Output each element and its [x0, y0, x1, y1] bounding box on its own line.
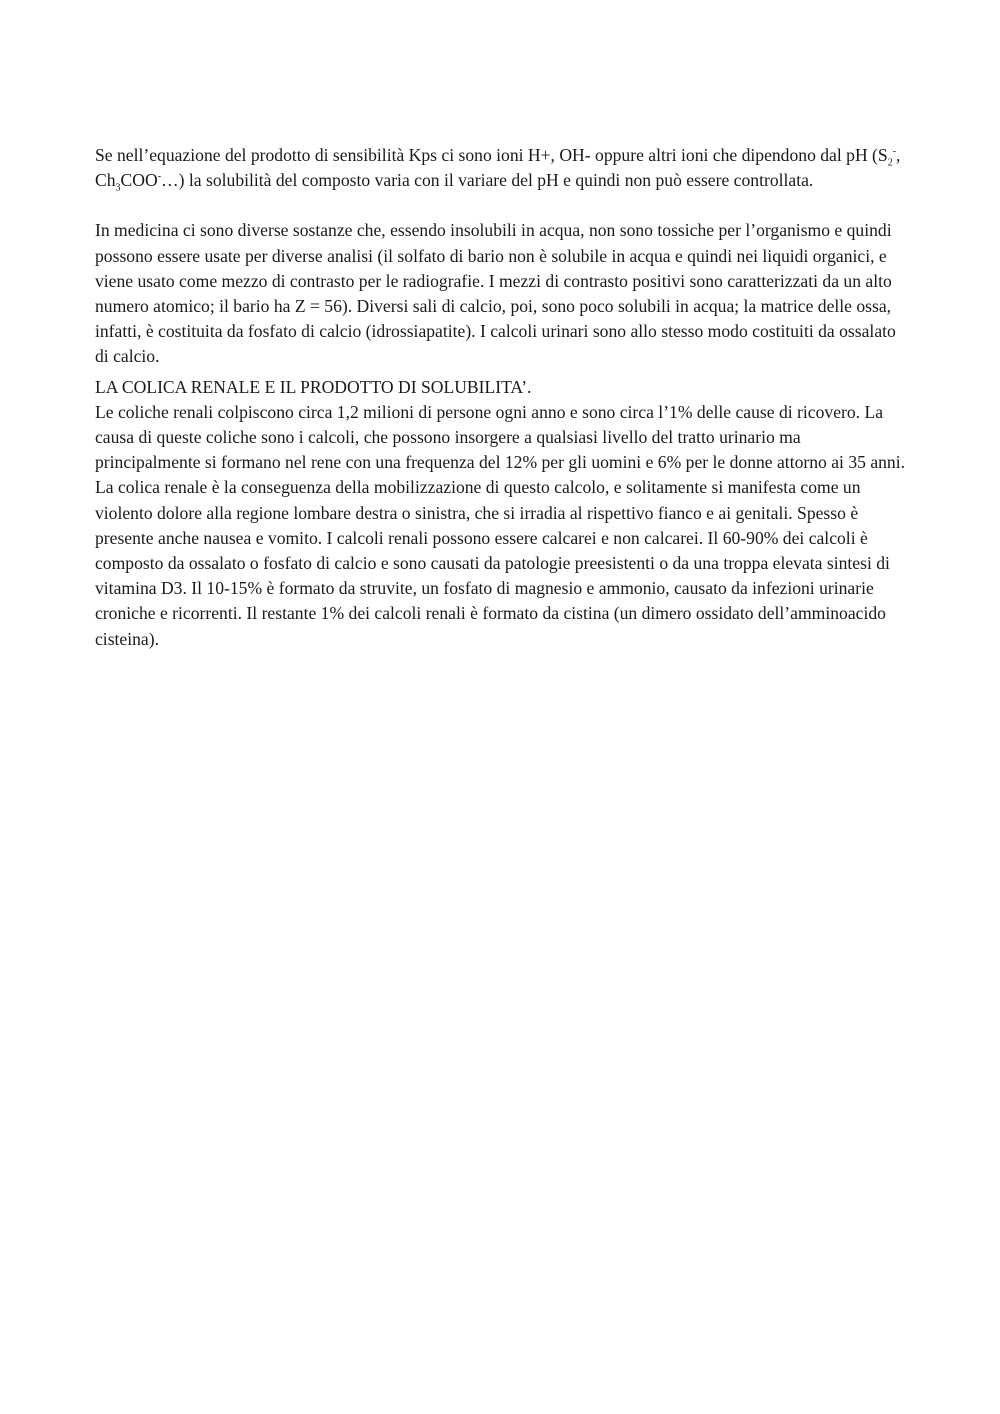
document-body	[95, 143, 907, 652]
paragraph-renal-colic: Le coliche renali colpiscono circa 1,2 milioni di persone ogni anno e sono circa l’1% delle cause di ricovero. La causa di queste coliche sono i calcoli, che possono insorgere a qualsiasi livello del tratto urinario ma principalmente si formano nel rene con una frequenza del 12% per gli uomini e 6% per le donne attorno ai 35 anni. La colica renale è la conseguenza della mobilizzazione di questo calcolo, e solitamente si manifesta come un violento dolore alla regione lombare destra o sinistra, che si irradia al rispettivo fianco e ai genitali. Spesso è presente anche nausea e vomito. I calcoli renali possono essere calcarei e non calcarei. Il 60-90% dei calcoli è composto da ossalato o fosfato di calcio e sono causati da patologie preesistenti o da una troppa elevata sintesi di vitamina D3. Il 10-15% è formato da struvite, un fosfato di magnesio e ammonio, causato da infezioni urinarie croniche e ricorrenti. Il restante 1% dei calcoli renali è formato da cistina (un dimero ossidato dell’amminoacido cisteina).	[95, 401, 906, 649]
section-heading: LA COLICA RENALE E IL PRODOTTO DI SOLUBILITA’.	[95, 376, 532, 397]
subscript: 3	[115, 182, 121, 194]
paragraph-medicine: In medicina ci sono diverse sostanze che, essendo insolubili in acqua, non sono tossiche per l’organismo e quindi possono essere usate per diverse analisi (il solfato di bario non è solubile in acqua e quindi nei liquidi organici, e viene usato come mezzo di contrasto per le radiografie. I mezzi di contrasto positivi sono caratterizzati da un alto numero atomico; il bario ha Z = 56). Diversi sali di calcio, poi, sono poco solubili in acqua; la matrice delle ossa, infatti, è costituita da fosfato di calcio (idrossiapatite). I calcoli urinari sono allo stesso modo costituiti da ossalato di calcio.	[95, 220, 896, 367]
paragraph-text: COO	[120, 170, 158, 191]
paragraph-text: …) la solubilità del composto varia con il variare del pH e quindi non può essere controllata.	[161, 170, 814, 191]
paragraph-text: , Ch	[95, 145, 901, 191]
paragraph-text: Se nell’equazione del prodotto di sensibilità Kps ci sono ioni H+, OH- oppure altri ioni che dipendono dal pH (S	[95, 145, 888, 165]
subscript: 2	[887, 157, 893, 169]
superscript: -	[157, 171, 162, 183]
superscript: -	[892, 146, 897, 158]
paragraph-ph-solubility	[95, 143, 907, 193]
